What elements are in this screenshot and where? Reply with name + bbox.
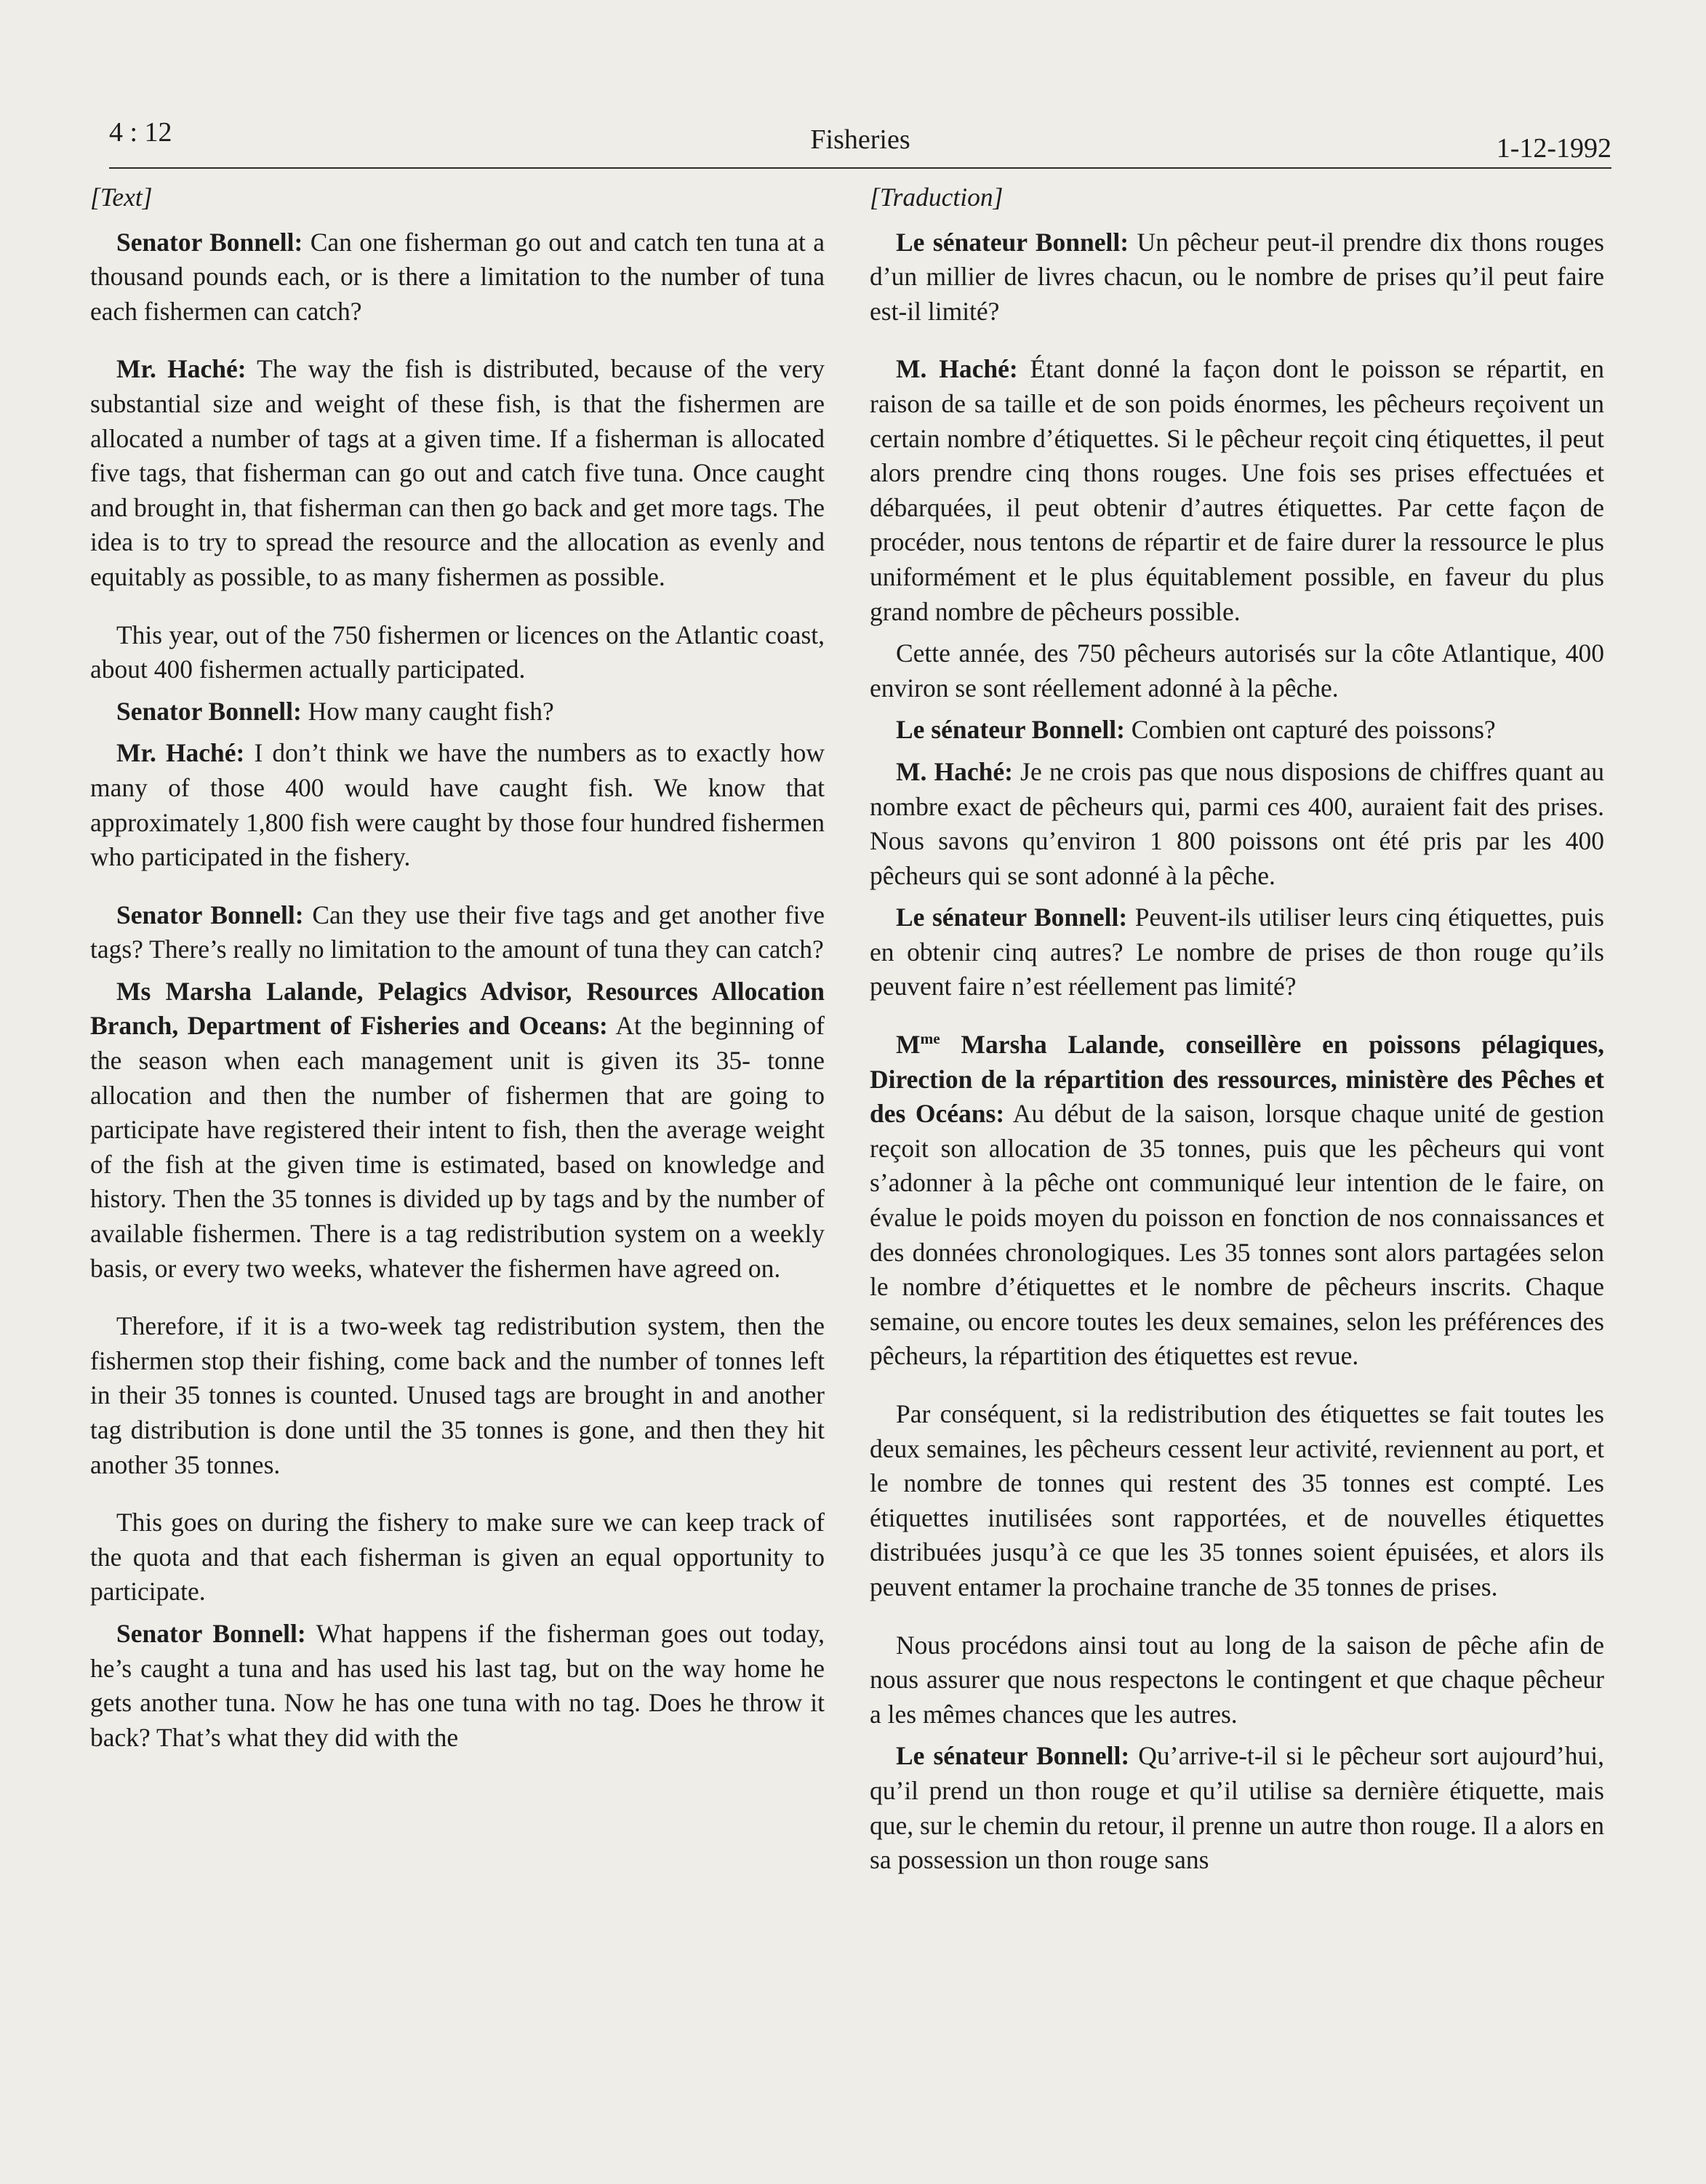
paragraph: Therefore, if it is a two-week tag redistribution system, then the fishermen stop their fishing, come back and the number of tonnes left in their 35 tonnes is counted. Unused tags are brought in and another tag distribution is done until the 35 tonnes is gone, and then they hit another 35 tonnes.	[90, 1311, 825, 1479]
paragraph: Senator Bonnell: What happens if the fisherman goes out today, he’s caught a tuna and has used his last tag, but on the way home he gets another tuna. Now he has one tuna with no tag. Does he throw it back? That’s what they did with the	[90, 1618, 825, 1752]
speaker: Mr. Haché:	[116, 354, 247, 384]
english-column	[90, 180, 825, 1762]
speaker: $M^{me}$ Marsha Lalande, conseillère en poissons pélagiques, Direction de la répartition des ressources, ministère des Pêches et des Océans:	[870, 1030, 1604, 1129]
speaker: Ms Marsha Lalande, Pelagics Advisor, Resources Allocation Branch, Department of Fisheries and Oceans:	[90, 976, 825, 1041]
speaker: Le sénateur Bonnell:	[896, 715, 1125, 745]
paragraph: $M^{me}$ Marsha Lalande, conseillère en poissons pélagiques, Direction de la répartition des ressources, ministère des Pêches et des Océans: Au début de la saison, lorsque chaque unité de gestion reçoit son allocation de 35 tonnes, puis que les pêcheurs qui vont s’adonner à la pêche ont communiqué leur intention de le faire, on évalue le poids moyen du poisson en fonction de nos connaissances et des données chronologiques. Les 35 tonnes sont alors partagées selon le nombre d’étiquettes et le nombre de pêcheurs inscrits. Chaque semaine, ou encore toutes les deux semaines, selon les préférences des pêcheurs, la répartition des étiquettes est revue.	[870, 1030, 1604, 1371]
paragraph: Mr. Haché: The way the fish is distributed, because of the very substantial size and weight of these fish, is that the fishermen are allocated a number of tags at a given time. If a fisherman is allocated five tags, that fisherman can go out and catch five tuna. Once caught and brought in, that fisherman can then go back and get more tags. The idea is to try to spread the resource and the allocation as evenly and equitably as possible, to as many fishermen as possible.	[90, 354, 825, 591]
paragraph: Par conséquent, si la redistribution des étiquettes se fait toutes les deux semaines, les pêcheurs cessent leur activité, reviennent au port, et le nombre de tonnes qui restent des 35 tonnes est compté. Les étiquettes inutilisées sont rapportées, et de nouvelles étiquettes distribuées jusqu’à ce que les 35 tonnes soient épuisées, et alors ils peuvent entamer la prochaine tranche de 35 tonnes de prises.	[870, 1399, 1604, 1601]
speaker: Senator Bonnell:	[116, 227, 303, 257]
speaker: Mr. Haché:	[116, 738, 245, 768]
paragraph: Senator Bonnell: How many caught fish?	[116, 696, 554, 726]
paragraph: Senator Bonnell: Can they use their five tags and get another five tags? There’s really no limitation to the amount of tuna they can catch?	[90, 900, 825, 964]
french-label: [Traduction]	[870, 183, 1004, 212]
paragraph: M. Haché: Je ne crois pas que nous disposions de chiffres quant au nombre exact de pêcheurs qui, parmi ces 400, auraient fait des prises. Nous savons qu’environ 1 800 poissons ont été pris par les 400 pêcheurs qui se sont adonné à la pêche.	[870, 756, 1604, 890]
paragraph: This year, out of the 750 fishermen or licences on the Atlantic coast, about 400 fishermen actually participated.	[90, 620, 825, 684]
paragraph: Nous procédons ainsi tout au long de la saison de pêche afin de nous assurer que nous respectons le contingent et que chaque pêcheur a les mêmes chances que les autres.	[870, 1630, 1604, 1729]
page-header	[109, 111, 1611, 169]
speaker: Senator Bonnell:	[116, 696, 302, 726]
paragraph: Le sénateur Bonnell: Qu’arrive-t-il si le pêcheur sort aujourd’hui, qu’il prend un thon rouge et qu’il utilise sa dernière étiquette, mais que, sur le chemin du retour, il prenne un autre thon rouge. Il a alors en sa possession un thon rouge sans	[870, 1741, 1604, 1875]
speaker: Le sénateur Bonnell:	[896, 903, 1128, 932]
paragraph: Senator Bonnell: Can one fisherman go out and catch ten tuna at a thousand pounds each, or is there a limitation to the number of tuna each fishermen can catch?	[90, 227, 825, 326]
speaker: M. Haché:	[896, 354, 1018, 384]
speaker: Senator Bonnell:	[116, 1618, 306, 1648]
speaker: Senator Bonnell:	[116, 900, 304, 929]
paragraph: Le sénateur Bonnell: Un pêcheur peut-il prendre dix thons rouges d’un millier de livres chacun, ou le nombre de prises qu’il peut faire est-il limité?	[870, 227, 1604, 326]
paragraph: Cette année, des 750 pêcheurs autorisés sur la côte Atlantique, 400 environ se sont réellement adonné à la pêche.	[870, 639, 1604, 703]
paragraph: M. Haché: Étant donné la façon dont le poisson se répartit, en raison de sa taille et de son poids énormes, les pêcheurs reçoivent un certain nombre d’étiquettes. Si le pêcheur reçoit cinq étiquettes, il peut alors prendre cinq thons rouges. Une fois ses prises effectuées et débarquées, il peut obtenir d’autres étiquettes. Par cette façon de procéder, nous tentons de répartir et de faire durer la ressource le plus uniformément et le plus équitablement possible, en faveur du plus grand nombre de pêcheurs possible.	[870, 354, 1604, 626]
paragraph: Le sénateur Bonnell: Peuvent-ils utiliser leurs cinq étiquettes, puis en obtenir cinq autres? Le nombre de prises de thon rouge qu’ils peuvent faire n’est réellement pas limité?	[870, 903, 1604, 1001]
speaker: M. Haché:	[896, 756, 1013, 786]
running-title: Fisheries	[810, 124, 910, 155]
page-number: 4 : 12	[109, 117, 172, 148]
speaker: Le sénateur Bonnell:	[896, 1741, 1130, 1771]
paragraph: Le sénateur Bonnell: Combien ont capturé des poissons?	[896, 715, 1496, 745]
paragraph: Mr. Haché: I don’t think we have the numbers as to exactly how many of those 400 would have caught fish. We know that approximately 1,800 fish were caught by those four hundred fishermen who participated in the fishery.	[90, 738, 825, 872]
english-label: [Text]	[90, 183, 153, 212]
paragraph: This goes on during the fishery to make sure we can keep track of the quota and that each fisherman is given an equal opportunity to participate.	[90, 1508, 825, 1607]
page-date: 1-12-1992	[1496, 133, 1611, 164]
paragraph: Ms Marsha Lalande, Pelagics Advisor, Resources Allocation Branch, Department of Fisheries and Oceans: At the beginning of the season when each management unit is given its 35- tonne allocation and then the number of fishermen that are going to participate have registered their intent to fish, then the average weight of the fish at the given time is estimated, based on knowledge and history. Then the 35 tonnes is divided up by tags and by the number of available fishermen. There is a tag redistribution system on a weekly basis, or every two weeks, whatever the fishermen have agreed on.	[90, 976, 825, 1283]
speaker: Le sénateur Bonnell:	[896, 227, 1129, 257]
french-column	[870, 180, 1604, 1885]
